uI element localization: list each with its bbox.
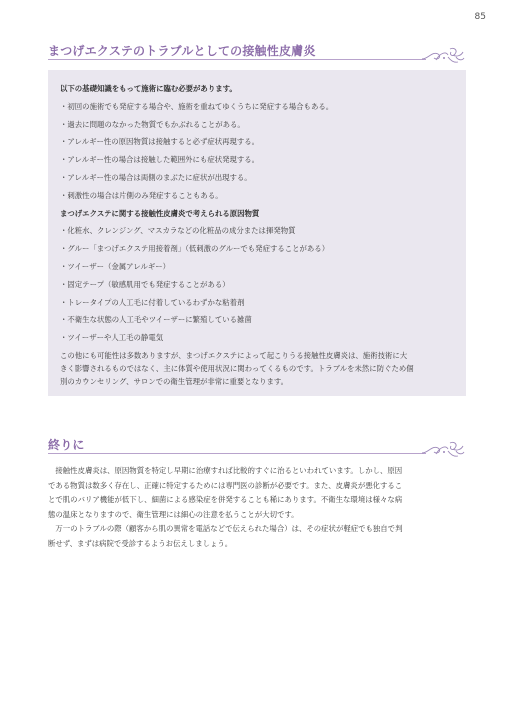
list-item: ・固定テープ（敏感肌用でも発症することがある）	[60, 279, 230, 289]
section-heading-contact-dermatitis	[48, 42, 466, 60]
list-item: ・ツイーザー（金属アレルギー）	[60, 261, 171, 271]
list-item: ・ツイーザーや人工毛の静電気	[60, 333, 164, 343]
list-item: ・初回の施術でも発症する場合や、施術を重ねてゆくうちに発症する場合もある。	[60, 101, 334, 111]
paragraph-line: 態の温床となりますので、衛生管理には細心の注意を払うことが大切です。	[48, 509, 299, 519]
heading-underline	[48, 59, 426, 60]
heading-underline	[48, 453, 426, 454]
box-heading-basic: 以下の基礎知識をもって施術に臨む必要があります。	[60, 84, 237, 93]
section-heading-conclusion	[48, 436, 466, 454]
paragraph-line: この他にも可能性は多数ありますが、まつげエクステによって起こりうる接触性皮膚炎は、施術技術に大	[60, 350, 408, 360]
section-title: 終りに	[48, 438, 85, 452]
conclusion-paragraph	[48, 464, 468, 552]
list-item: ・アレルギー性の原因物質は接触すると必ず症状再現する。	[60, 137, 260, 147]
paragraph-line: である物質は数多く存在し、正確に特定するためには専門医の診断が必要です。また、皮膚炎が悪化するこ	[48, 480, 403, 490]
paragraph-line: 接触性皮膚炎は、原因物質を特定し早期に治療すれば比較的すぐに治るといわれています。しかし、原因	[48, 466, 403, 475]
paragraph-line: 断せず、まずは病院で受診するようお伝えしましょう。	[48, 538, 233, 548]
paragraph-line: 万一のトラブルの際（顧客から肌の異常を電話などで伝えられた場合）は、その症状が軽症でも独自で判	[48, 524, 403, 534]
list-item: ・アレルギー性の場合は接触した範囲外にも症状発現する。	[60, 155, 260, 165]
info-box	[48, 70, 466, 396]
list-item: ・アレルギー性の場合は両側のまぶたに症状が出現する。	[60, 172, 252, 182]
floral-flourish-icon	[420, 439, 466, 459]
paragraph-line: 別のカウンセリング、サロンでの衛生管理が非常に重要となります。	[60, 377, 289, 387]
box-heading-causes: まつげエクステに関する接触性皮膚炎で考えられる原因物質	[60, 208, 260, 218]
list-item: ・刺激性の場合は片側のみ発症することもある。	[60, 190, 223, 200]
page-number: 85	[474, 12, 486, 22]
list-item: ・不衛生な状態の人工毛やツイーザーに繁殖している雑菌	[60, 315, 252, 325]
paragraph-line: とで肌のバリア機能が低下し、細菌による感染症を併発することも稀にあります。不衛生な環境は様々な病	[48, 495, 403, 505]
box-closing-paragraph	[60, 349, 454, 389]
list-item: ・過去に問題のなかった物質でもかぶれることがある。	[60, 119, 245, 129]
floral-flourish-icon	[420, 45, 466, 65]
paragraph-line: きく影響されるものではなく、主に体質や使用状況に関わってくるものです。トラブルを未然に防ぐため個	[60, 364, 414, 374]
list-item: ・化粧水、クレンジング、マスカラなどの化粧品の成分または揮発物質	[60, 226, 296, 236]
list-item: ・グルー「まつげエクステ用接着剤」（低刺激のグルーでも発症することがある）	[60, 244, 330, 254]
list-item: ・トレータイプの人工毛に付着しているわずかな粘着剤	[60, 297, 245, 307]
section-title: まつげエクステのトラブルとしての接触性皮膚炎	[48, 44, 316, 58]
